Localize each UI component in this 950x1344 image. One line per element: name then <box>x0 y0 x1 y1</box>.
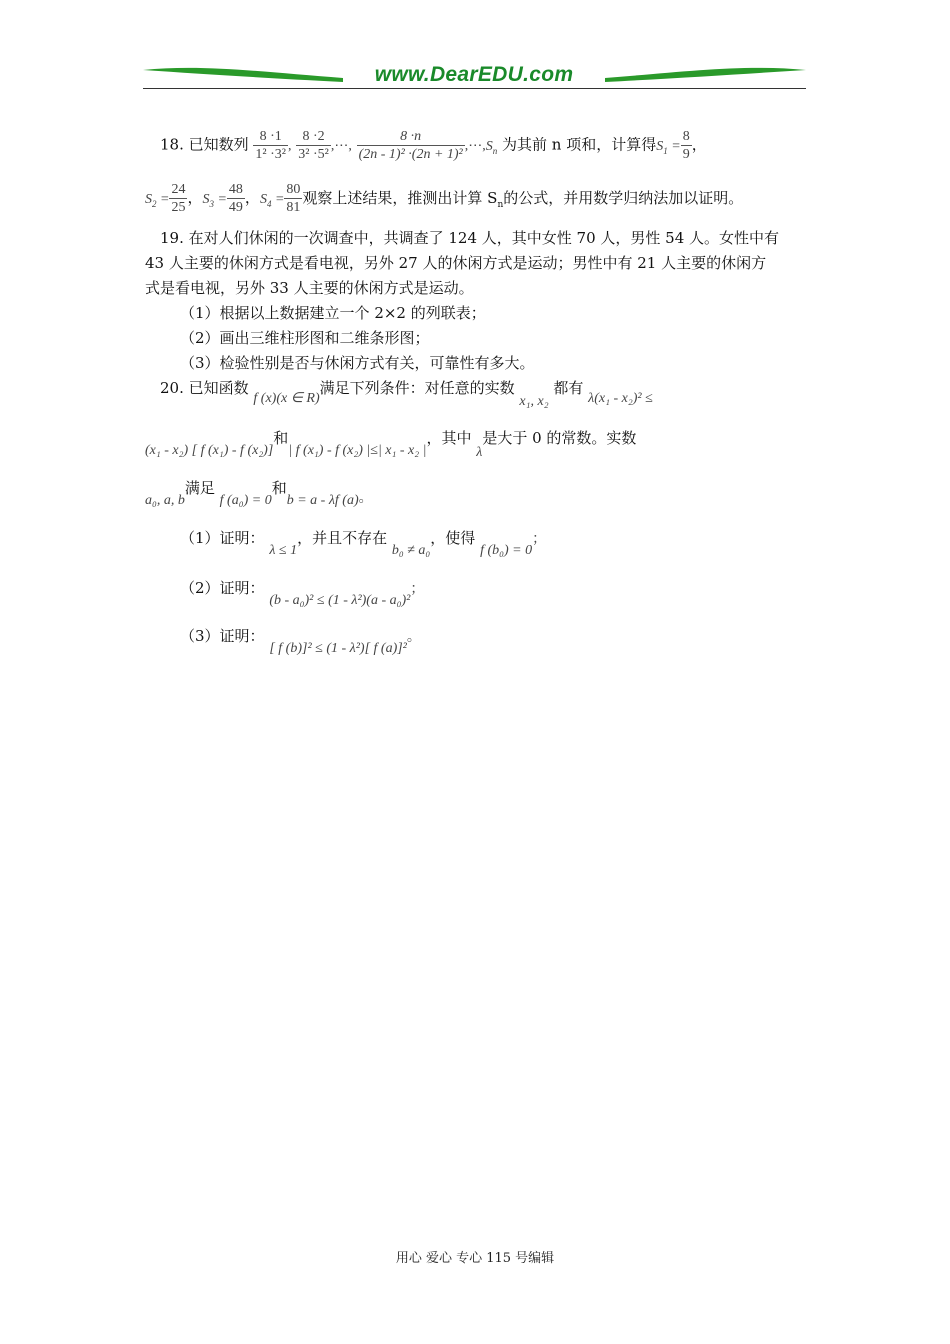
q20-part1-math1: λ ≤ 1 <box>269 543 298 558</box>
q20-condition-fa0: f (a₀) = 0 <box>219 493 272 508</box>
q20-where-text: ，其中 <box>426 429 472 447</box>
q19-item2: （2）画出三维柱形图和二维条形图； <box>180 329 430 347</box>
q20-part1 <box>180 528 547 558</box>
q20-inequality-3: | f (x₁) - f (x₂) |≤| x₁ - x₂ | <box>288 443 427 458</box>
q20-inequality-1: λ(x₁ - x₂)² ≤ <box>588 391 653 406</box>
s3-symbol: $S_3$ = <box>202 191 227 209</box>
q20-satisfy-text: 满足 <box>184 479 215 497</box>
q19-item3: （3）检验性别是否与休闲方式有关，可靠性有多大。 <box>180 354 535 372</box>
s2-fraction: $\frac{24}{25}$ <box>171 182 186 215</box>
q20-x-vars: x₁, x₂ <box>519 394 549 409</box>
site-logo[interactable]: www.DearEDU.com <box>374 63 574 86</box>
q20-part2-math: (b - a₀)² ≤ (1 - λ²)(a - a₀)² <box>269 593 411 608</box>
lambda-symbol: λ <box>476 445 483 460</box>
q20-part2 <box>180 578 425 608</box>
q20-part1-math3: f (b₀) = 0 <box>480 543 533 558</box>
q20-part1-text2: ，使得 <box>430 529 476 547</box>
q20-and-2: 和 <box>271 479 287 497</box>
q20-and-1: 和 <box>273 429 289 447</box>
q20-part3-math: [ f (b)]² ≤ (1 - λ²)[ f (a)]² <box>269 641 407 656</box>
page-footer: 用心 爱心 专心 115 号编辑 <box>395 1251 555 1266</box>
q20-part2-label: （2）证明： <box>180 579 265 597</box>
q20-part3 <box>180 626 421 656</box>
q20-function-expr: f (x)(x ∈ R) <box>253 391 320 406</box>
header-divider <box>143 88 806 89</box>
q20-period: 。 <box>358 491 373 506</box>
s1-symbol: $S_1$ = <box>656 138 681 156</box>
q18-intro: 18. 已知数列 <box>160 135 249 154</box>
q18-sum-text: 为其前 n 项和，计算得 <box>502 135 657 154</box>
q20-part3-label: （3）证明： <box>180 627 265 645</box>
q20-condition-b: b = a - λf (a) <box>286 493 359 508</box>
sn-symbol: $S_n$ <box>485 138 498 156</box>
q20-part1-end: ； <box>532 532 547 547</box>
q20-constant-text: 是大于 0 的常数。实数 <box>482 429 637 447</box>
q18-line1: 18. 已知数列 $\frac{8 \cdot 1}{\text{1² ·3²}}$ , $\frac{8 \cdot 2}{\text{3² ·5²}}$ ,⋯, $\frac{8 \cdot n}{\text{(2n - 1)² ·(2n + 1)²}}$ $,\cdots,S_n$ 为其前 n 项和，计算得$S_1$ = $\frac{8}{9}$ ， <box>160 129 707 162</box>
seq-term1-fraction: $\frac{8 \cdot 1}{\text{1² ·3²}}$ <box>255 129 286 162</box>
q20-part3-end: 。 <box>406 630 421 645</box>
q19-line1: 19. 在对人们休闲的一次调查中，共调查了 124 人，其中女性 70 人，男性 54 人。女性中有 <box>160 229 780 247</box>
seq-general-term-fraction: $\frac{8 \cdot n}{\text{(2n - 1)² ·(2n + 1)²}}$ <box>358 129 463 162</box>
q19-line2: 43 人主要的休闲方式是看电视，另外 27 人的休闲方式是运动；男性中有 21 人主要的休闲方 <box>145 254 767 272</box>
s4-symbol: $S_4$ = <box>259 191 285 209</box>
q20-part1-label: （1）证明： <box>180 529 265 547</box>
q20-line1 <box>160 378 653 409</box>
q20-part2-end: ； <box>410 582 425 597</box>
seq-term2-fraction: $\frac{8 \cdot 2}{\text{3² ·5²}}$ <box>298 129 329 162</box>
q20-intro: 20. 已知函数 <box>160 379 249 397</box>
s4-fraction: $\frac{80}{81}$ <box>286 182 301 215</box>
q20-line3 <box>145 478 373 508</box>
q20-all-text: 都有 <box>553 379 584 397</box>
q20-part1-math2: b₀ ≠ a₀ <box>391 543 431 558</box>
q18-task: 观察上述结果，推测出计算 $S_n$的公式，并用数学归纳法加以证明。 <box>302 188 744 210</box>
q19-line3: 式是看电视，另外 33 人主要的休闲方式是运动。 <box>145 279 474 297</box>
s2-symbol: $S_2$ = <box>145 191 170 209</box>
q19-item1: （1）根据以上数据建立一个 2×2 的列联表； <box>180 304 486 322</box>
q20-condition-text: 满足下列条件：对任意的实数 <box>319 379 515 397</box>
q18-line2: $S_2$ = $\frac{24}{25}$ ，$S_3$ = $\frac{48}{49}$ ，$S_4$ = $\frac{80}{81}$ 观察上述结果，推测出计算 $S_n$的公式，并用数学归纳法加以证明。 <box>145 182 744 215</box>
q20-part1-text1: ，并且不存在 <box>297 529 388 547</box>
q20-inequality-2: (x₁ - x₂) [ f (x₁) - f (x₂)] <box>145 443 274 458</box>
s3-fraction: $\frac{48}{49}$ <box>228 182 243 215</box>
q20-vars-abc: a₀, a, b <box>145 493 185 508</box>
q20-line2 <box>145 428 637 460</box>
s1-fraction: $\frac{8}{9}$ <box>682 129 690 162</box>
